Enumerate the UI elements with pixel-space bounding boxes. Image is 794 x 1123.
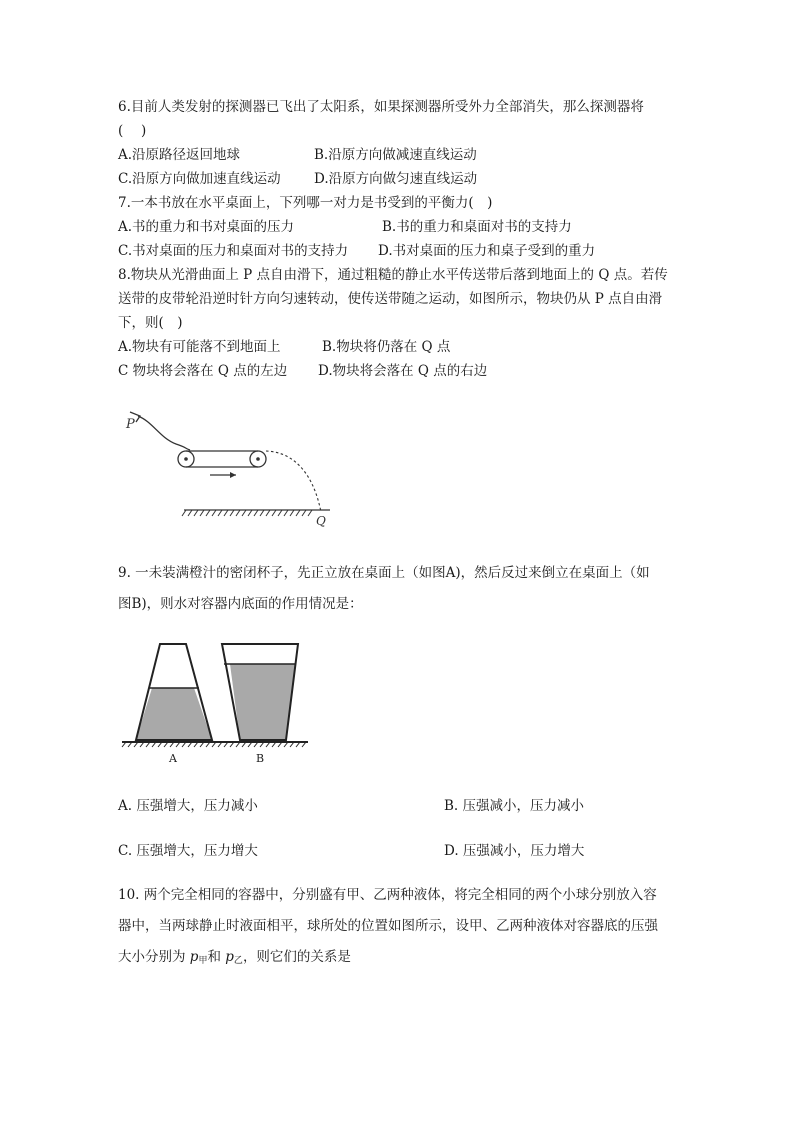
q8-option-a: A.物块有可能落不到地面上 [118,339,281,355]
q9-stem-line1: 9. 一未装满橙汁的密闭杯子，先正立放在桌面上（如图A)，然后反过来倒立在桌面上（如 [118,565,650,581]
q7-option-d: D.书对桌面的压力和桌子受到的重力 [378,243,596,259]
p-symbol-yi: p [225,949,234,965]
q10-stem-line3: 大小分别为 $p_甲$和 $p_乙$，则它们的关系是 [118,949,351,966]
q8-option-d: D.物块将会落在 Q 点的右边 [318,363,488,379]
q8-stem-line3: 下，则( ) [118,315,183,331]
q10-stem-line1: 10. 两个完全相同的容器中，分别盛有甲、乙两种液体，将完全相同的两个小球分别放入容 [118,887,657,903]
juice-cups-figure [118,638,318,768]
q7-option-a: A.书的重力和书对桌面的压力 [118,219,295,235]
q10-stem-line2: 器中，当两球静止时液面相平，球所处的位置如图所示，设甲、乙两种液体对容器底的压强 [118,918,658,934]
q6-option-a: A.沿原路径返回地球 [118,147,241,163]
subscript-yi: 乙 [233,956,243,966]
subscript-jia: 甲 [198,956,208,966]
cup-a-label: A [169,752,177,765]
cup-b-juice [230,664,296,740]
q8-option-c: C 物块将会落在 Q 点的左边 [118,363,288,379]
q6-stem: 6.目前人类发射的探测器已飞出了太阳系，如果探测器所受外力全部消失，那么探测器将 [118,99,644,115]
q9-option-b: B. 压强减小，压力减小 [444,798,585,814]
q8-stem-line2: 送带的皮带轮沿逆时针方向匀速转动，使传送带随之运动，如图所示，物块仍从 P 点自由滑 [118,291,663,307]
conveyor-belt-figure [118,404,348,529]
p-symbol-jia: p [189,949,199,965]
point-p-label: P [126,417,135,432]
q8-option-b: B.物块将仍落在 Q 点 [322,339,451,355]
q6-option-b: B.沿原方向做减速直线运动 [314,147,477,163]
landing-trajectory [266,451,321,512]
point-q-label: Q [316,514,326,528]
q7-stem: 7.一本书放在水平桌面上，下列哪一对力是书受到的平衡力( ) [118,195,493,211]
q9-option-d: D. 压强减小，压力增大 [444,843,585,859]
q6-answer-blank: ( ) [118,123,147,139]
q9-option-a: A. 压强增大，压力减小 [118,798,258,814]
q9-option-c: C. 压强增大，压力增大 [118,843,258,859]
q8-stem-line1: 8.物块从光滑曲面上 P 点自由滑下，通过粗糙的静止水平传送带后落到地面上的 Q 点。若传 [118,267,668,283]
q7-option-b: B.书的重力和桌面对书的支持力 [382,219,572,235]
smooth-curved-slope [138,416,190,450]
q6-option-c: C.沿原方向做加速直线运动 [118,171,281,187]
cup-b-label: B [256,752,265,765]
ground-hatching [182,510,312,516]
q7-option-c: C.书对桌面的压力和桌面对书的支持力 [118,243,349,259]
q9-stem-line2: 图B)，则水对容器内底面的作用情况是： [118,596,363,612]
q6-option-d: D.沿原方向做匀速直线运动 [314,171,478,187]
